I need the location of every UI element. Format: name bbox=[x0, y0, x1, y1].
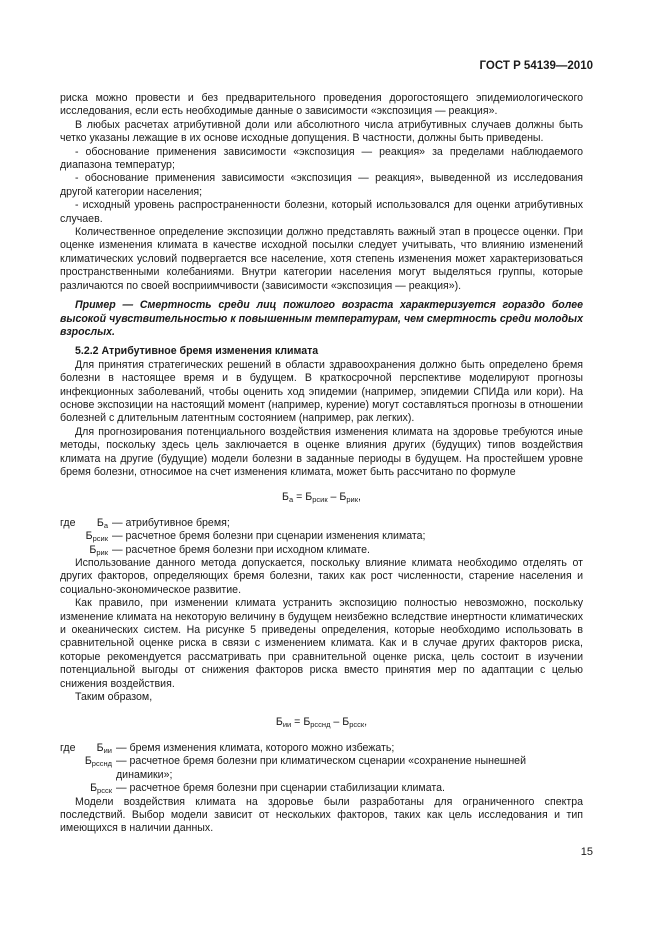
paragraph: Для принятия стратегических решений в области здравоохранения должно быть определено бремя болезни в настоящее время и в будущем. В краткосрочной перспективе моделируют прогнозы инфекционных заболеваний, чтобы оценить ход эпидемии (например, эпидемии СПИДа или кори). На основе экспозиции на настоящий момент (например, курение) могут составляться прогнозы в отношении болезней с длительным латентным состоянием (например, рак легких). bbox=[60, 358, 583, 425]
bullet-item: - исходный уровень распространенности болезни, который использовался для оценки атрибутивных случаев. bbox=[60, 199, 583, 225]
definition-row: $Б_{рсснд}$ — расчетное бремя болезни при климатическом сценарии «сохранение нынешней динамики»; bbox=[84, 755, 526, 781]
definition-row: $Б_{рик}$ — расчетное бремя болезни при исходном климате. bbox=[89, 543, 370, 557]
paragraph: Для прогнозирования потенциального воздействия изменения климата на здоровье требуются иные методы, поскольку здесь цель заключается в оценке влияния других (будущих) типов воздействия климата на другие (будущие) модели болезни в заданные периоды в будущем. На простейшем уровне бремя болезни, относимое на счет изменения климата, может быть рассчитано по формуле bbox=[60, 425, 583, 478]
definition-row: где $Б_а$ — атрибутивное бремя; bbox=[60, 516, 230, 530]
paragraph: Модели воздействия климата на здоровье были разработаны для ограниченного спектра последствий. Выбор модели зависит от нескольких факторов, таких как цель исследования и тип имеющихся в наличии данных. bbox=[60, 795, 583, 835]
page-number: 15 bbox=[580, 846, 593, 858]
example-note: Пример — Смертность среди лиц пожилого возраста характеризуется гораздо более высокой чувствительностью к повышенным температурам, чем смертность среди молодых взрослых. bbox=[60, 299, 583, 338]
paragraph: риска можно провести и без предварительного проведения дорогостоящего эпидемиологического исследования, если есть необходимые данные о зависимости «экспозиция — реакция». bbox=[60, 92, 583, 118]
bullet-item: - обоснование применения зависимости «экспозиция — реакция» за пределами наблюдаемого диапазона температур; bbox=[60, 145, 583, 172]
paragraph: Использование данного метода допускается, поскольку влияние климата необходимо отделять от других факторов, определяющих бремя болезни, таких как рост численности, старение населения и социально-экономическое развитие. bbox=[60, 557, 583, 596]
paragraph: В любых расчетах атрибутивной доли или абсолютного числа атрибутивных случаев должны быть четко указаны лежащие в их основе исходные допущения. В частности, должны быть приведены. bbox=[60, 118, 583, 145]
formula-definitions bbox=[60, 742, 583, 796]
definition-row: $Б_{рсик}$ — расчетное бремя болезни при сценарии изменения климата; bbox=[85, 530, 426, 544]
formula-avoidable-burden: $Б_{ии} = Б_{рсснд} - Б_{рсск}$, bbox=[275, 716, 368, 730]
paragraph: Таким образом, bbox=[75, 691, 153, 704]
section-heading: 5.2.2 Атрибутивное бремя изменения климата bbox=[75, 345, 319, 358]
formula-definitions bbox=[60, 517, 583, 557]
document-body bbox=[60, 92, 583, 836]
paragraph: Количественное определение экспозиции должно представлять важный этап в процессе оценки. При оценке изменения климата в качестве исходной посылки следует учитывать, что влиянию изменений климатических условий подвергается все население, хотя степень изменения может характеризоваться пространственными колебаниями. Внутри категории населения могут выделяться группы, которые различаются по своей восприимчивости (зависимости «экспозиция — реакция»). bbox=[60, 226, 583, 292]
formula-attributable-burden: $Б_а = Б_{рсик} - Б_{рик}$, bbox=[282, 491, 361, 505]
standard-header: ГОСТ Р 54139—2010 bbox=[479, 60, 593, 72]
definition-row: где $Б_{ии}$ — бремя изменения климата, которого можно избежать; bbox=[60, 741, 395, 755]
paragraph: Как правило, при изменении климата устранить экспозицию полностью невозможно, поскольку изменение климата на некоторую величину в будущем неизбежно вследствие инертности климатических и океанических систем. На рисунке 5 приведены определения, которые необходимо использовать в сравнительной оценке риска в связи с изменением климата. Как и в случае других факторов риска, которые рекомендуется рассматривать при сравнительной оценке риска, цель состоит в изучении потенциальной выгоды от снижения факторов риска вместо принятия мер по адаптации с целью снижения воздействия. bbox=[60, 597, 583, 690]
definition-row: $Б_{рсск}$ — расчетное бремя болезни при сценарии стабилизации климата. bbox=[90, 782, 445, 796]
bullet-item: - обоснование применения зависимости «экспозиция — реакция», выведенной из исследования другой категории населения; bbox=[60, 172, 583, 198]
